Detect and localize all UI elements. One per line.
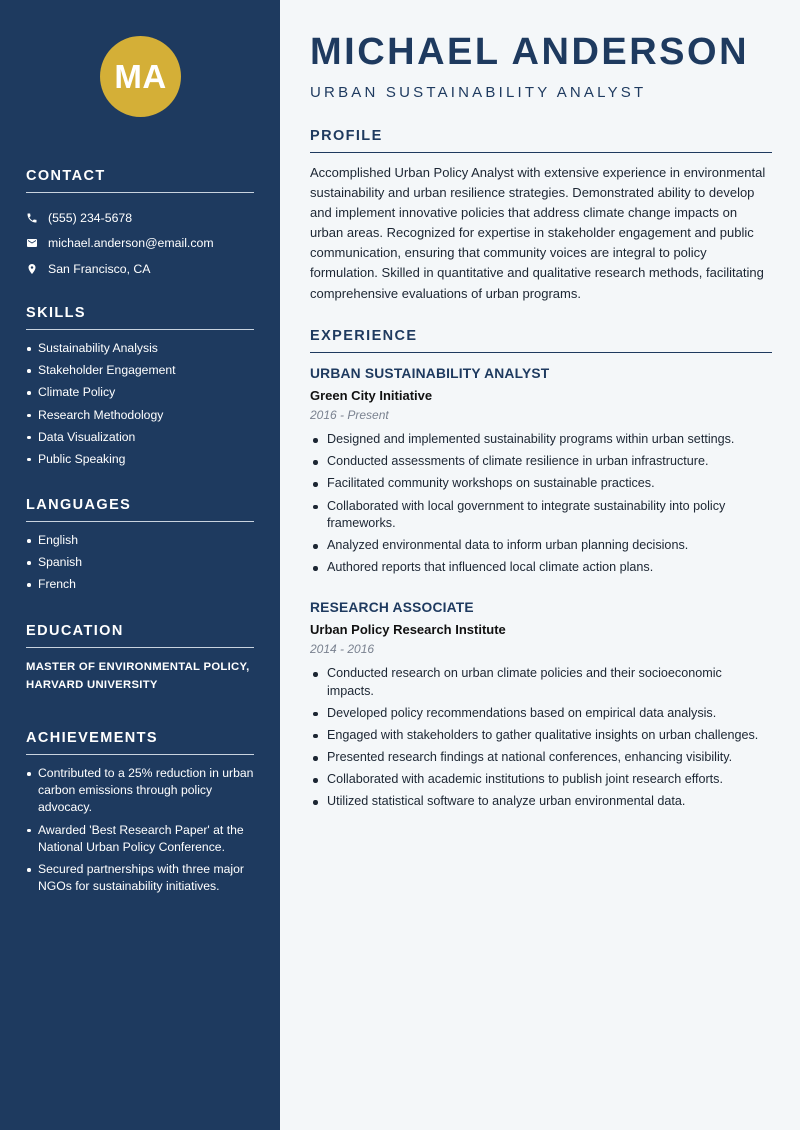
- contact-email: [26, 231, 254, 257]
- languages-list: [26, 532, 254, 593]
- job-dates: 2016 - Present: [310, 408, 389, 422]
- languages-section: [26, 497, 254, 599]
- skill-item: Public Speaking: [26, 451, 254, 468]
- language-item: Spanish: [26, 554, 254, 571]
- phone-icon: [26, 212, 48, 224]
- job-entry: [310, 366, 772, 582]
- candidate-name: MICHAEL ANDERSON: [310, 31, 750, 73]
- job-bullet: Analyzed environmental data to inform urban planning decisions.: [310, 537, 772, 555]
- job-dates: 2014 - 2016: [310, 642, 375, 656]
- contact-phone: [26, 205, 254, 231]
- job-bullet: Authored reports that influenced local climate action plans.: [310, 559, 772, 577]
- candidate-role: URBAN SUSTAINABILITY ANALYST: [310, 84, 647, 101]
- job-bullet: Conducted assessments of climate resilience in urban infrastructure.: [310, 453, 772, 471]
- skill-item: Stakeholder Engagement: [26, 362, 254, 379]
- profile-text: Accomplished Urban Policy Analyst with extensive experience in environmental sustainability and urban resilience strategies. Demonstrated ability to develop and implement innovative policies that address climate change impacts on urban areas. Recognized for expertise in stakeholder engagement and public communication, ensuring that community voices are integral to policy formulation. Skilled in quantitative and qualitative research methods, facilitating comprehensive evaluations of urban programs.: [310, 165, 766, 301]
- job-bullet: Engaged with stakeholders to gather qualitative insights on urban challenges.: [310, 727, 772, 745]
- job-bullet: Utilized statistical software to analyze urban environmental data.: [310, 793, 772, 811]
- education-heading: EDUCATION: [26, 623, 254, 648]
- avatar: [100, 36, 181, 117]
- job-title: URBAN SUSTAINABILITY ANALYST: [310, 366, 550, 381]
- job-company: Green City Initiative: [310, 388, 433, 403]
- contact-phone-text[interactable]: (555) 234-5678: [48, 210, 133, 225]
- contact-email-text[interactable]: michael.anderson@email.com: [48, 236, 214, 251]
- achievements-heading: ACHIEVEMENTS: [26, 730, 254, 755]
- job-bullet: Facilitated community workshops on sustainable practices.: [310, 475, 772, 493]
- achievement-item: Awarded 'Best Research Paper' at the National Urban Policy Conference.: [26, 822, 254, 856]
- job-bullet: Designed and implemented sustainability programs within urban settings.: [310, 431, 772, 449]
- achievement-item: Contributed to a 25% reduction in urban carbon emissions through policy advocacy.: [26, 765, 254, 816]
- education-section: [26, 623, 254, 694]
- job-bullets: [310, 431, 772, 577]
- skill-item: Sustainability Analysis: [26, 340, 254, 357]
- job-entry: [310, 600, 772, 816]
- job-bullet: Collaborated with local government to integrate sustainability into policy frameworks.: [310, 498, 772, 533]
- email-icon: [26, 237, 48, 249]
- job-bullet: Presented research findings at national conferences, enhancing visibility.: [310, 749, 772, 767]
- sidebar: [0, 0, 280, 1130]
- job-bullets: [310, 665, 772, 811]
- job-company: Urban Policy Research Institute: [310, 622, 506, 637]
- contact-location-text: San Francisco, CA: [48, 261, 151, 276]
- job-bullet: Developed policy recommendations based on empirical data analysis.: [310, 705, 772, 723]
- profile-heading: PROFILE: [310, 128, 772, 153]
- contact-section: [26, 168, 254, 282]
- experience-heading: EXPERIENCE: [310, 328, 772, 353]
- language-item: English: [26, 532, 254, 549]
- job-title: RESEARCH ASSOCIATE: [310, 600, 474, 615]
- language-item: French: [26, 576, 254, 593]
- achievements-section: [26, 730, 254, 901]
- location-pin-icon: [26, 263, 48, 275]
- skill-item: Data Visualization: [26, 429, 254, 446]
- job-bullet: Conducted research on urban climate policies and their socioeconomic impacts.: [310, 665, 772, 700]
- contact-list: [26, 205, 254, 282]
- languages-heading: LANGUAGES: [26, 497, 254, 522]
- skills-section: [26, 305, 254, 473]
- skills-list: [26, 340, 254, 468]
- achievements-list: [26, 765, 254, 895]
- education-degree: MASTER OF ENVIRONMENTAL POLICY, HARVARD UNIVERSITY: [26, 661, 250, 691]
- contact-location: [26, 256, 254, 282]
- contact-heading: CONTACT: [26, 168, 254, 193]
- avatar-initials: MA: [114, 57, 167, 95]
- skill-item: Research Methodology: [26, 407, 254, 424]
- skill-item: Climate Policy: [26, 384, 254, 401]
- job-bullet: Collaborated with academic institutions to publish joint research efforts.: [310, 771, 772, 789]
- skills-heading: SKILLS: [26, 305, 254, 330]
- achievement-item: Secured partnerships with three major NGOs for sustainability initiatives.: [26, 861, 254, 895]
